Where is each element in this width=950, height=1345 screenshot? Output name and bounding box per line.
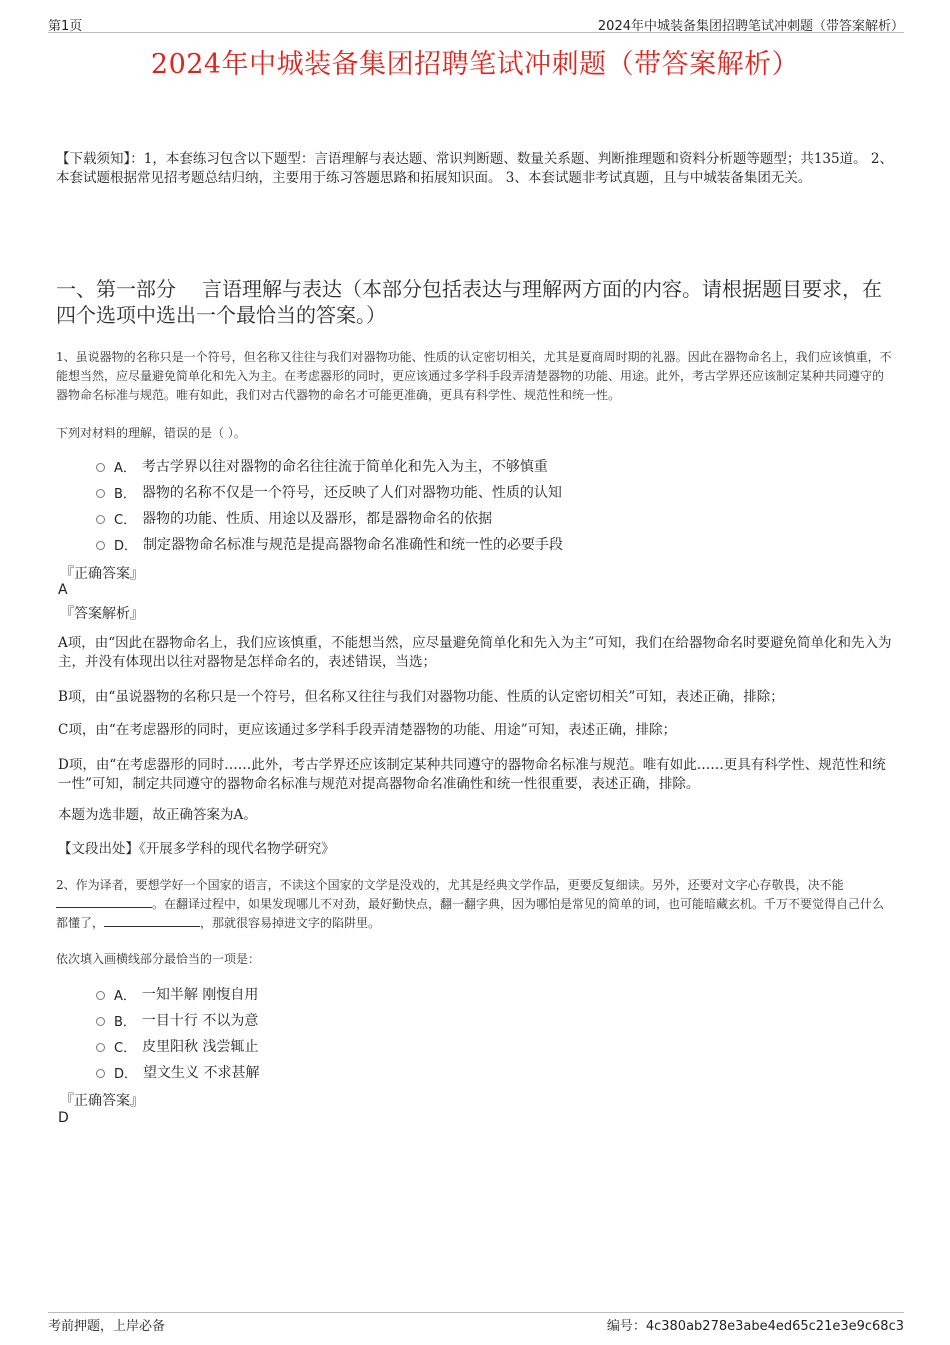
radio-icon[interactable] [96, 515, 105, 524]
page-header [48, 14, 904, 33]
section-description: 言语理解与表达（本部分包括表达与理解两方面的内容。请根据题目要求，在四个选项中选出一个最恰当的答案。） [56, 277, 882, 327]
radio-icon[interactable] [96, 1069, 105, 1078]
radio-icon[interactable] [96, 1043, 105, 1052]
analysis-c: C项，由“在考虑器形的同时，更应该通过多学科手段弄清楚器物的功能、用途”可知，表述正确，排除； [58, 722, 677, 738]
analysis-label: 『答案解析』 [60, 606, 144, 622]
radio-icon[interactable] [96, 463, 105, 472]
correct-answer-label: 『正确答案』 [60, 566, 144, 582]
section-name: 一、第一部分 [56, 277, 176, 301]
question-1-options [96, 453, 876, 557]
document-code: 编号：4c380ab278e3abe4ed65c21e3e9c68c3 [606, 1319, 904, 1334]
question-1-text: 1、虽说器物的名称只是一个符号，但名称又往往与我们对器物功能、性质的认定密切相关，尤其是夏商周时期的礼器。因此在器物命名上，我们应该慎重，不能想当然，应尽量避免简单化和先入为主。在考虑器形的同时，更应该通过多学科手段弄清楚器物的功能、用途。此外，考古学界还应该制定某种共同遵守的器物命名标准与规范。唯有如此，我们对古代器物的命名才可能更准确，更具有科学性、规范性和统一性。 [56, 350, 892, 402]
page-footer [48, 1312, 904, 1333]
analysis-d: D项，由“在考虑器形的同时……此外，考古学界还应该制定某种共同遵守的器物命名标准与规范。唯有如此……更具有科学性、规范性和统一性”可知，制定共同遵守的器物命名标准与规范对提高器物命名准确性和统一性很重要，表述正确，排除。 [58, 757, 886, 792]
document-title: 2024年中城装备集团招聘笔试冲刺题（带答案解析） [150, 49, 800, 80]
fill-blank [56, 896, 152, 908]
option-d[interactable]: D． 制定器物命名标准与规范是提高器物命名准确性和统一性的必要手段 [96, 531, 876, 557]
radio-icon[interactable] [96, 991, 105, 1000]
correct-answer: A [58, 582, 68, 598]
radio-icon[interactable] [96, 489, 105, 498]
option-a[interactable]: A． 一知半解 刚愎自用 [96, 981, 876, 1007]
analysis-a: A项，由“因此在器物命名上，我们应该慎重，不能想当然，应尽量避免简单化和先入为主”可知，我们在给器物命名时要避免简单化和先入为主，并没有体现出以往对器物是怎样命名的，表述错误，当选； [58, 635, 892, 670]
section-heading [56, 276, 896, 328]
question-2-prompt: 依次填入画横线部分最恰当的一项是： [56, 952, 261, 966]
correct-answer: D [58, 1110, 69, 1126]
option-d[interactable]: D． 望文生义 不求甚解 [96, 1059, 876, 1085]
question-2-options [96, 981, 876, 1085]
analysis-b: B项，由“虽说器物的名称只是一个符号，但名称又往往与我们对器物功能、性质的认定密切相关”可知，表述正确，排除； [58, 689, 784, 705]
correct-answer-label: 『正确答案』 [60, 1093, 144, 1109]
fill-blank [104, 915, 200, 927]
download-notice: 【下载须知】：1，本套练习包含以下题型：言语理解与表达题、常识判断题、数量关系题、判断推理题和资料分析题等题型；共135道。 2、本套试题根据常见招考题总结归纳，主要用于练习答题思路和拓展知识面。 3、本套试题非考试真题，且与中城装备集团无关。 [56, 151, 893, 186]
source-citation: 【文段出处】《开展多学科的现代名物学研究》 [58, 841, 335, 857]
option-b[interactable]: B． 一目十行 不以为意 [96, 1007, 876, 1033]
radio-icon[interactable] [96, 541, 105, 550]
analysis-conclusion: 本题为选非题，故正确答案为A。 [58, 807, 257, 823]
footer-slogan: 考前押题，上岸必备 [48, 1319, 166, 1334]
question-2-text: 2、作为译者，要想学好一个国家的语言，不读这个国家的文学是没戏的，尤其是经典文学作品，更要反复细读。另外，还要对文字心存敬畏，决不能。在翻译过程中，如果发现哪儿不对劲，最好勤快点，翻一翻字典，因为哪怕是常见的简单的词，也可能暗藏玄机。千万不要觉得自己什么都懂了， ，那就很容易掉进文字的陷阱里。 [56, 878, 885, 930]
option-c[interactable]: C． 器物的功能、性质、用途以及器形，都是器物命名的依据 [96, 505, 876, 531]
option-b[interactable]: B． 器物的名称不仅是一个符号，还反映了人们对器物功能、性质的认知 [96, 479, 876, 505]
question-1-prompt: 下列对材料的理解，错误的是（ ）。 [56, 426, 246, 440]
radio-icon[interactable] [96, 1017, 105, 1026]
page-number: 第1页 [48, 19, 83, 34]
header-doc-title: 2024年中城装备集团招聘笔试冲刺题（带答案解析） [597, 19, 904, 34]
option-a[interactable]: A． 考古学界以往对器物的命名往往流于简单化和先入为主，不够慎重 [96, 453, 876, 479]
option-c[interactable]: C． 皮里阳秋 浅尝辄止 [96, 1033, 876, 1059]
